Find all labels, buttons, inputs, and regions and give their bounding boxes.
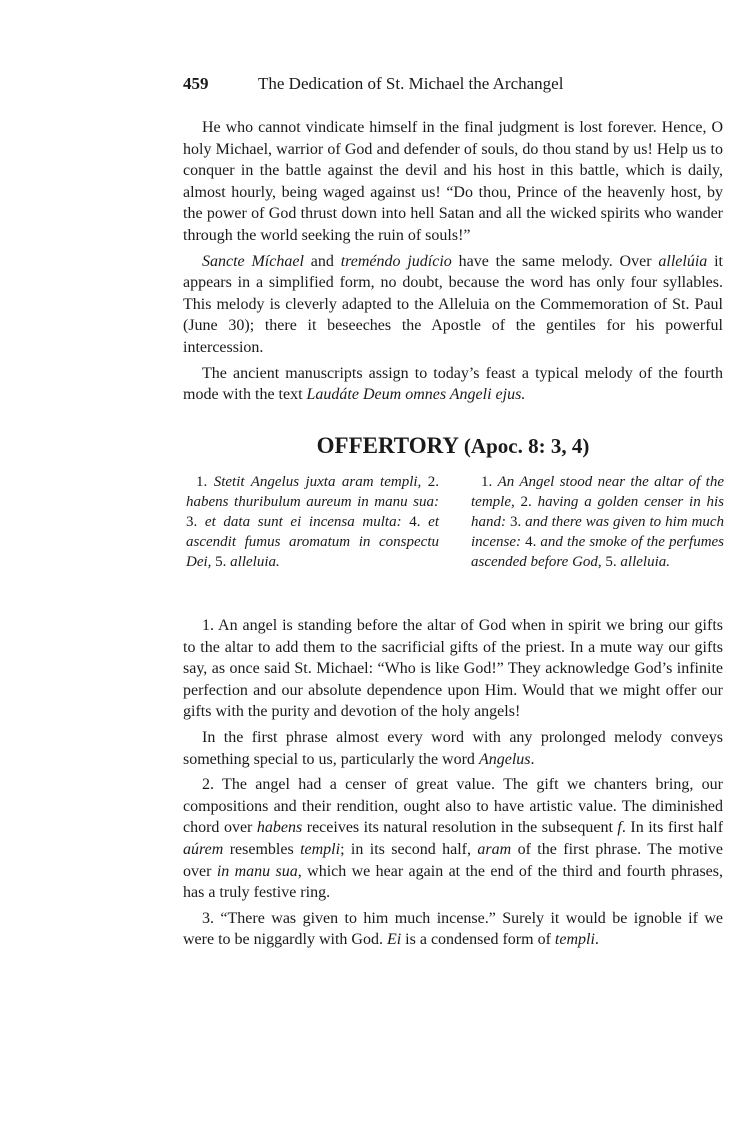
commentary-section <box>183 615 723 955</box>
commentary-paragraph-2: In the first phrase almost every word with any prolonged melody conveys something special to us, particularly the word Angelus. <box>183 728 723 768</box>
heading-title: OFFERTORY <box>316 433 459 458</box>
intro-section <box>183 117 723 410</box>
running-head <box>183 72 723 96</box>
english-translation-column <box>471 472 724 572</box>
section-heading <box>183 431 723 461</box>
heading-reference: (Apoc. 8: 3, 4) <box>463 434 590 458</box>
commentary-paragraph-4: 3. “There was given to him much incense.” Surely it would be ignoble if we were to be niggardly with God. Ei is a condensed form of templi. <box>183 909 723 949</box>
intro-paragraph-3: The ancient manuscripts assign to today’s feast a typical melody of the fourth mode with the text Laudáte Deum omnes Angeli ejus. <box>183 364 723 404</box>
intro-paragraph-1: He who cannot vindicate himself in the final judgment is lost forever. Hence, O holy Michael, warrior of God and defender of souls, do thou stand by us! Help us to conquer in the battle against the devil and his host in this battle, which is daily, almost hourly, being waged against us! “Do thou, Prince of the heavenly host, by the power of God thrust down into hell Satan and all the wicked spirits who wander through the world seeking the ruin of souls!” <box>183 119 723 244</box>
commentary-paragraph-1: 1. An angel is standing before the altar of God when in spirit we bring our gifts to the altar to add them to the sacrificial gifts of the priest. In a mute way our gifts say, as once said St. Michael: “Who is like God!” They acknowledge God’s infinite perfection and our absolute dependence upon Him. Would that we might offer our gifts with the purity and devotion of the holy angels! <box>183 617 723 721</box>
english-text: 1. An Angel stood near the altar of the temple, 2. having a golden censer in his hand: 3. and there was given to him much incense: 4. and the smoke of the perfumes ascended before God, 5. alleluia. <box>471 474 725 570</box>
intro-paragraph-2: Sancte Míchael and treméndo judício have the same melody. Over allelúia it appears in a simplified form, no doubt, because the word has only four syllables. This melody is cleverly adapted to the Alleluia on the Commemoration of St. Paul (June 30); there it beseeches the Apostle of the gentiles for his powerful intercession. <box>183 252 723 356</box>
running-title: The Dedication of St. Michael the Archangel <box>258 74 564 93</box>
latin-text: 1. Stetit Angelus juxta aram templi, 2. habens thuribulum aureum in manu sua: 3. et data sunt ei incensa multa: 4. et ascendit fumus aromatum in conspectu Dei, 5. alleluia. <box>186 474 439 570</box>
commentary-paragraph-3: 2. The angel had a censer of great value. The gift we chanters bring, our compositions and their rendition, ought also to have artistic value. The diminished chord over habens receives its natural resolution in the subsequent f. In its first half aúrem resembles templi; in its second half, aram of the first phrase. The motive over in manu sua, which we hear again at the end of the third and fourth phrases, has a truly festive ring. <box>183 776 724 902</box>
latin-text-column <box>186 472 439 572</box>
page-number: 459 <box>183 74 209 93</box>
